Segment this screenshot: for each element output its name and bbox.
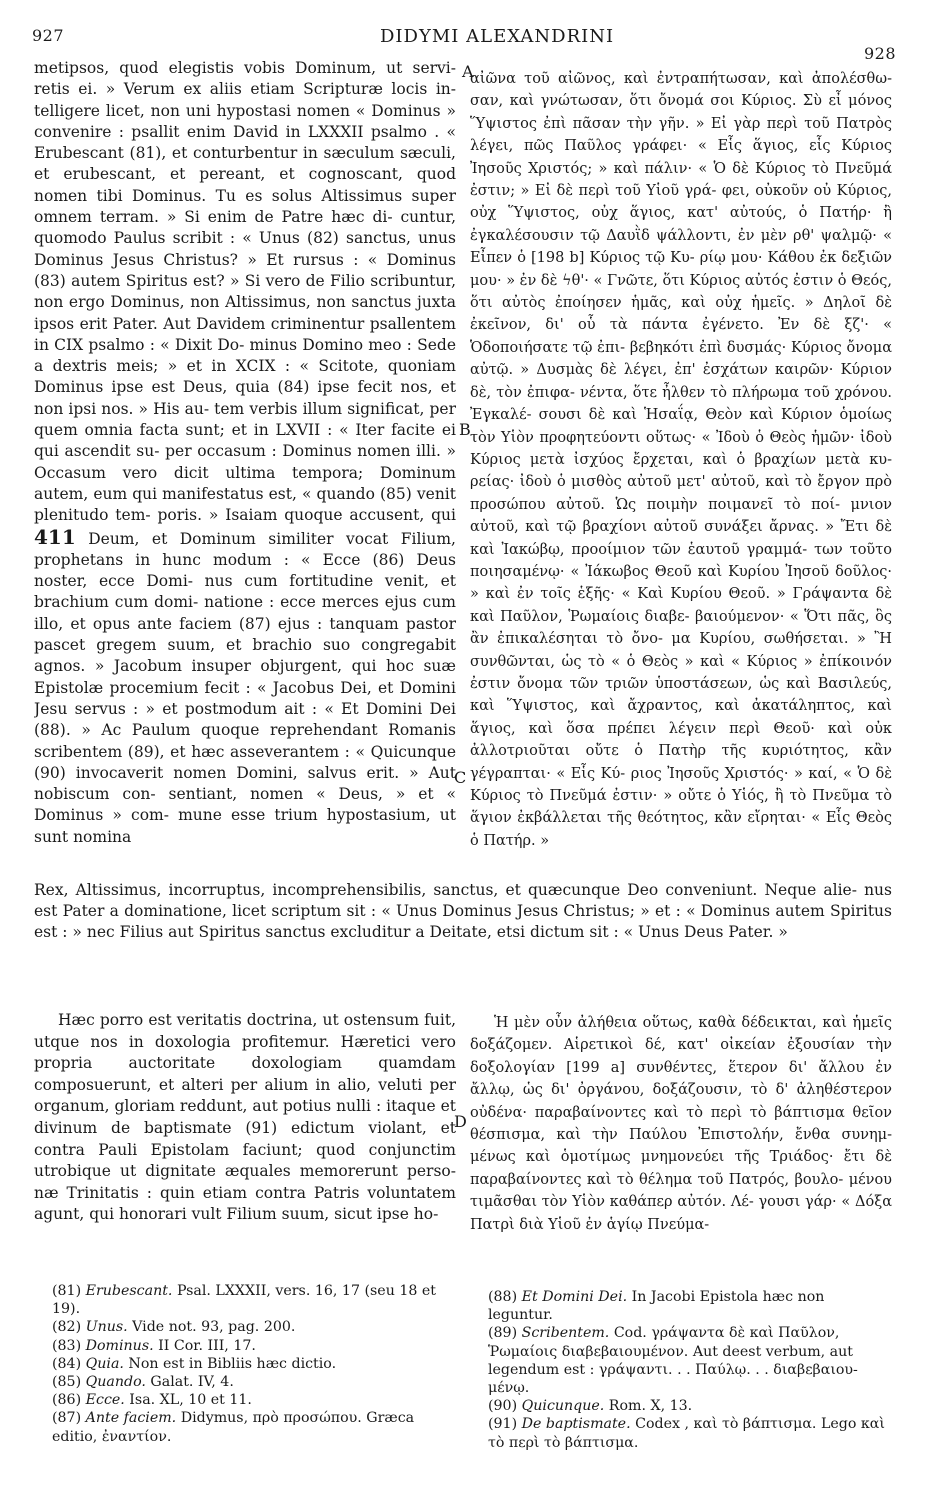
latin-text-part1: metipsos, quod elegistis vobis Dominum, ut servi- retis ei. » Verum ex aliis etiam Scripturæ locis in- telligere licet, non uni hypostasi nomen « Dominus » convenire : psallit enim David in LXXXII psalmo . « Erubescant (81), et conturbentur in sæculum sæculi, et erubescant, et pereant, et cognoscant, quod nomen tibi Dominus. Tu es solus Altissimus super omnem terram. » Si enim de Patre hæc di- cuntur, quomodo Paulus scribit : « Unus (82) sanctus, unus Dominus Jesus Christus? » Et rursus : « Dominus (83) autem Spiritus est? » Si vero de Filio scribuntur, non ergo Dominus, non Altissimus, non sanctus juxta ipsos erit Pater. Aut Davidem criminentur psallentem in CIX psalmo : « Dixit Do- minus Domino meo : Sede a dextris meis; » et in XCIX : « Scitote, quoniam Dominus ipse est Deus, quia (84) ipse fecit nos, et non ipsi nos. » His au- tem verbis illum significat, per quem omnia facta sunt; et in LXVII : « Iter facite ei qui ascendit su- per occasum : Dominus nomen illi. » Occasum vero dicit ultima tempora; Dominum autem, eum qui manifestatus est, « quando (85) venit plenitudo tem- poris. » Isaiam quoque accusent, qui [34, 59, 456, 525]
footnote-number: (90) [488, 1398, 522, 1415]
footnote-number: (85) [52, 1374, 86, 1391]
latin-column-top [34, 58, 456, 880]
footnote-number: (89) [488, 1325, 522, 1342]
left-page-number: 927 [32, 26, 65, 45]
footnote-number: (88) [488, 1289, 522, 1305]
footnote-lemma: Ante faciem. [85, 1410, 177, 1427]
footnote-text: Vide not. 93, pag. 200. [127, 1319, 296, 1336]
footnote [34, 1355, 454, 1373]
running-title: DIDYMI ALEXANDRINI [380, 26, 615, 47]
footnote-lemma: Quando. [85, 1374, 146, 1391]
footnote-number: (82) [52, 1319, 86, 1336]
footnote-number: (84) [52, 1355, 86, 1372]
footnote-text: Galat. IV, 4. [145, 1374, 234, 1391]
footnote [470, 1397, 892, 1415]
greek-text-bottom: Ἡ μὲν οὖν ἀλήθεια οὕτως, καθὰ δέδεικται, καὶ ἡμεῖς δοξάζομεν. Αἱρετικοὶ δέ, κατ' οἰκείαν ἐξουσίαν τὴν δοξολογίαν [199 a] συνθέντες, ἕτερον δι' ἄλλου ἐν ἄλλῳ, ὡς δι' ὀργάνου, δοξάζουσιν, τὸ δ' ἀληθέστερον οὐδένα· παραβαίνοντες καὶ τὸ περὶ τὸ βάπτισμα θεῖον θέσπισμα, καὶ τὴν Παύλου Ἐπιστολήν, ἔνθα συνημ- μένως καὶ ὁμοτίμως μνημονεύει τῆς Τριάδος· ἔτι δὲ παραβαίνοντες καὶ τὸ θέλημα τοῦ Πατρός, βουλο- μένου τιμᾶσθαι τὸν Υἱὸν καθάπερ αὐτόν. Λέ- γουσι γάρ· « Δόξα Πατρὶ διὰ Υἱοῦ ἐν ἁγίῳ Πνεύμα- [470, 1015, 892, 1233]
footnote-lemma: De baptismate. [521, 1416, 631, 1433]
footnote [470, 1288, 892, 1324]
greek-text-top: αἰῶνα τοῦ αἰῶνος, καὶ ἐντραπήτωσαν, καὶ ἀπολέσθω- σαν, καὶ γνώτωσαν, ὅτι ὄνομά σοι Κύριος. Σὺ εἶ μόνος Ὕψιστος ἐπὶ πᾶσαν τὴν γῆν. » Εἰ γὰρ περὶ τοῦ Πατρὸς λέγει, πῶς Παῦλος γράφει· « Εἷς ἅγιος, εἷς Κύριος Ἰησοῦς Χριστός; » καὶ πάλιν· « Ὁ δὲ Κύριος τὸ Πνεῦμά ἐστιν; » Εἰ δὲ περὶ τοῦ Υἱοῦ γρά- φει, οὐκοῦν οὐ Κύριος, οὐχ Ὕψιστος, οὐχ ἅγιος, κατ' αὐτούς, ὁ Πατήρ· ἢ ἐγκαλέσουσιν τῷ Δαυῒδ ψάλλοντι, ἐν μὲν ρθ' ψαλμῷ· « Εἶπεν ὁ [198 b] Κύριος τῷ Κυ- ρίῳ μου· Κάθου ἐκ δεξιῶν μου· » ἐν δὲ ϟθ'· « Γνῶτε, ὅτι Κύριος αὐτός ἐστιν ὁ Θεός, ὅτι αὐτὸς ἐποίησεν ἡμᾶς, καὶ οὐχ ἡμεῖς. » Δηλοῖ δὲ ἐκεῖνον, δι' οὗ τὰ πάντα ἐγένετο. Ἐν δὲ ξζ'· « Ὁδοποιήσατε τῷ ἐπι- βεβηκότι ἐπὶ δυσμάς· Κύριος ὄνομα αὐτῷ. » Δυσμὰς δὲ λέγει, ἐπ' ἐσχάτων καιρῶν· Κύριον δὲ, τὸν ἐπιφα- νέντα, ὅτε ἦλθεν τὸ πλήρωμα τοῦ χρόνου. Ἐγκαλέ- σουσι δὲ καὶ Ἡσαΐᾳ, Θεὸν καὶ Κύριον ὁμοίως τὸν Υἱὸν προφητεύοντι οὕτως· « Ἰδοὺ ὁ Θεὸς ἡμῶν· ἰδοὺ Κύριος μετὰ ἰσχύος ἔρχεται, καὶ ὁ βραχίων μετὰ κυ- ρείας· ἰδοὺ ὁ μισθὸς αὐτοῦ μετ' αὐτοῦ, καὶ τὸ ἔργον πρὸ προσώπου αὐτοῦ. Ὡς ποιμὴν ποιμανεῖ τὸ ποί- μνιον αὐτοῦ, καὶ τῷ βραχίονι αὐτοῦ συνάξει ἄρνας. » Ἔτι δὲ καὶ Ἰακώβῳ, προοίμιον τῶν ἑαυτοῦ γραμμά- των τοῦτο ποιησαμένῳ· « Ἰάκωβος Θεοῦ καὶ Κυρίου Ἰησοῦ δοῦλος· » καὶ ἐν τοῖς ἑξῆς· « Καὶ Κυρίου Θεοῦ. » Γράψαντα δὲ καὶ Παῦλον, Ῥωμαίοις διαβε- βαιούμενον· « Ὅτι πᾶς, ὃς ἂν ἐπικαλέσηται τὸ ὄνο- μα Κυρίου, σωθήσεται. » Ἢ συνθῶνται, ὡς τὸ « ὁ Θεὸς » καὶ « Κύριος » ἐπίκοινόν ἐστιν ὄνομα τῶν τριῶν ὑποστάσεων, ὡς καὶ Βασιλεύς, καὶ Ὕψιστος, καὶ ἄχραντος, καὶ ἀκατάληπτος, καὶ ἅγιος, καὶ ὅσα πρέπει λέγειν περὶ Θεοῦ· καὶ οὐκ ἀλλοτριοῦται οὔτε ὁ Πατὴρ τῆς κυριότητος, κἂν γέγραπται· « Εἷς Κύ- ριος Ἰησοῦς Χριστός· » καί, « Ὁ δὲ Κύριος τὸ Πνεῦμά ἐστιν· » οὔτε ὁ Υἱός, ἢ τὸ Πνεῦμα τὸ ἅγιον ἐκβάλλεται τῆς θεότητος, κἂν εἴρηται· « Εἷς Θεὸς ὁ Πατήρ. » [470, 71, 892, 849]
folio-number: 411 [34, 524, 76, 549]
footnote-lemma: Et Domini Dei. [521, 1289, 628, 1305]
margin-letter-b: B [459, 420, 471, 439]
footnote-text: Non est in Bibliis hæc dictio. [123, 1355, 337, 1372]
footnote-lemma: Unus. [85, 1319, 128, 1336]
latin-column-bottom [34, 1010, 456, 1270]
footnote-text: Isa. XL, 10 et 11. [124, 1392, 252, 1409]
footnote-text: Rom. X, 13. [604, 1398, 693, 1415]
margin-letter-d: D [454, 1112, 467, 1131]
footnote-text: Cod. γράψαντα δὲ καὶ Παῦλον, Ῥωμαίοις διαβεβαιουμένον. Aut deest verbum, aut legendum est : γράψαντι. . . Παύλῳ. . . διαβεβαιου- μένῳ. [488, 1325, 858, 1397]
footnote-number: (83) [52, 1337, 86, 1354]
footnote-text: In Jacobi Epistola hæc non leguntur. [488, 1289, 825, 1324]
margin-letter-c: C [454, 768, 467, 787]
footnotes-left [34, 1282, 454, 1446]
margin-letter-a: A [462, 62, 474, 81]
footnote-number: (86) [52, 1392, 86, 1409]
latin-full-text: Rex, Altissimus, incorruptus, incomprehensibilis, sanctus, et quæcunque Deo conveniunt. Neque alie- nus est Pater a dominatione, licet scriptum sit : « Unus Dominus Jesus Christus; » et : « Dominus autem Spiritus est : » nec Filius aut Spiritus sanctus excluditur a Deitate, etsi dictum sit : « Unus Deus Pater. » [34, 881, 892, 941]
footnote-text: Codex , καὶ τὸ βάπτισμα. Lego καὶ τὸ περὶ τὸ βάπτισμα. [488, 1416, 885, 1451]
latin-text-bottom: Hæc porro est veritatis doctrina, ut ostensum fuit, utque nos in doxologia profitemur. Hæretici vero propria auctoritate doxologiam quamdam composuerunt, et alteri per alium in alio, veluti per organum, gloriam reddunt, aut potius nulli : itaque et divinum de baptismate (91) edictum violant, et contra Pauli Epistolam faciunt; quod conjunctim utrobique ut dignitate æquales memorerunt perso- næ Trinitatis : quin etiam contra Patris voluntatem agunt, qui honorari vult Filium suum, sicut ipse ho- [34, 1011, 456, 1224]
latin-text-part2: Deum, et Dominum similiter vocat Filium, prophetans in hunc modum : « Ecce (86) Deus noster, ecce Domi- nus cum fortitudine venit, et brachium cum domi- natione : ecce merces ejus cum illo, et opus ante faciem (87) ejus : tanquam pastor pascet gregem suum, et brachio suo congregabit agnos. » Jacobum insuper objurgent, qui hoc suæ Epistolæ procemium fecit : « Jacobus Dei, et Domini Jesu servus : » et postmodum ait : « Et Domini Dei (88). » Ac Paulum quoque reprehendant Romanis scribentem (89), et hæc asseverantem : « Quicunque (90) invocaverit nomen Domini, salvus erit. » Aut nobiscum con- sentiant, nomen « Deus, » et « Dominus » com- mune esse trium hypostasium, ut sunt nomina [34, 529, 456, 846]
footnote [34, 1373, 454, 1391]
footnote-lemma: Quia. [85, 1355, 124, 1372]
footnote [470, 1324, 892, 1397]
footnote [34, 1337, 454, 1355]
footnote-lemma: Erubescant. [85, 1283, 173, 1299]
right-page-number: 928 [864, 44, 897, 63]
latin-full-width-paragraph [34, 880, 892, 943]
footnote-text: II Cor. III, 17. [153, 1337, 256, 1354]
footnote [34, 1409, 454, 1445]
footnote-number: (81) [52, 1283, 86, 1299]
footnote-lemma: Scribentem. [521, 1325, 610, 1342]
footnote [34, 1391, 454, 1409]
footnote-text: Psal. LXXXII, vers. 16, 17 (seu 18 et 19). [52, 1283, 437, 1318]
footnotes-right [470, 1288, 892, 1452]
footnote-lemma: Ecce. [85, 1392, 125, 1409]
greek-column-bottom [470, 1012, 892, 1272]
footnote-number: (87) [52, 1410, 86, 1427]
footnote [34, 1318, 454, 1336]
footnote [34, 1282, 454, 1318]
footnote-lemma: Dominus. [85, 1337, 154, 1354]
footnote-number: (91) [488, 1416, 522, 1433]
greek-column-top [470, 68, 892, 896]
footnote [470, 1415, 892, 1451]
footnote-text: Didymus, πρὸ προσώπου. Græca editio, ἐναντίον. [52, 1410, 415, 1445]
footnote-lemma: Quicunque. [521, 1398, 605, 1415]
